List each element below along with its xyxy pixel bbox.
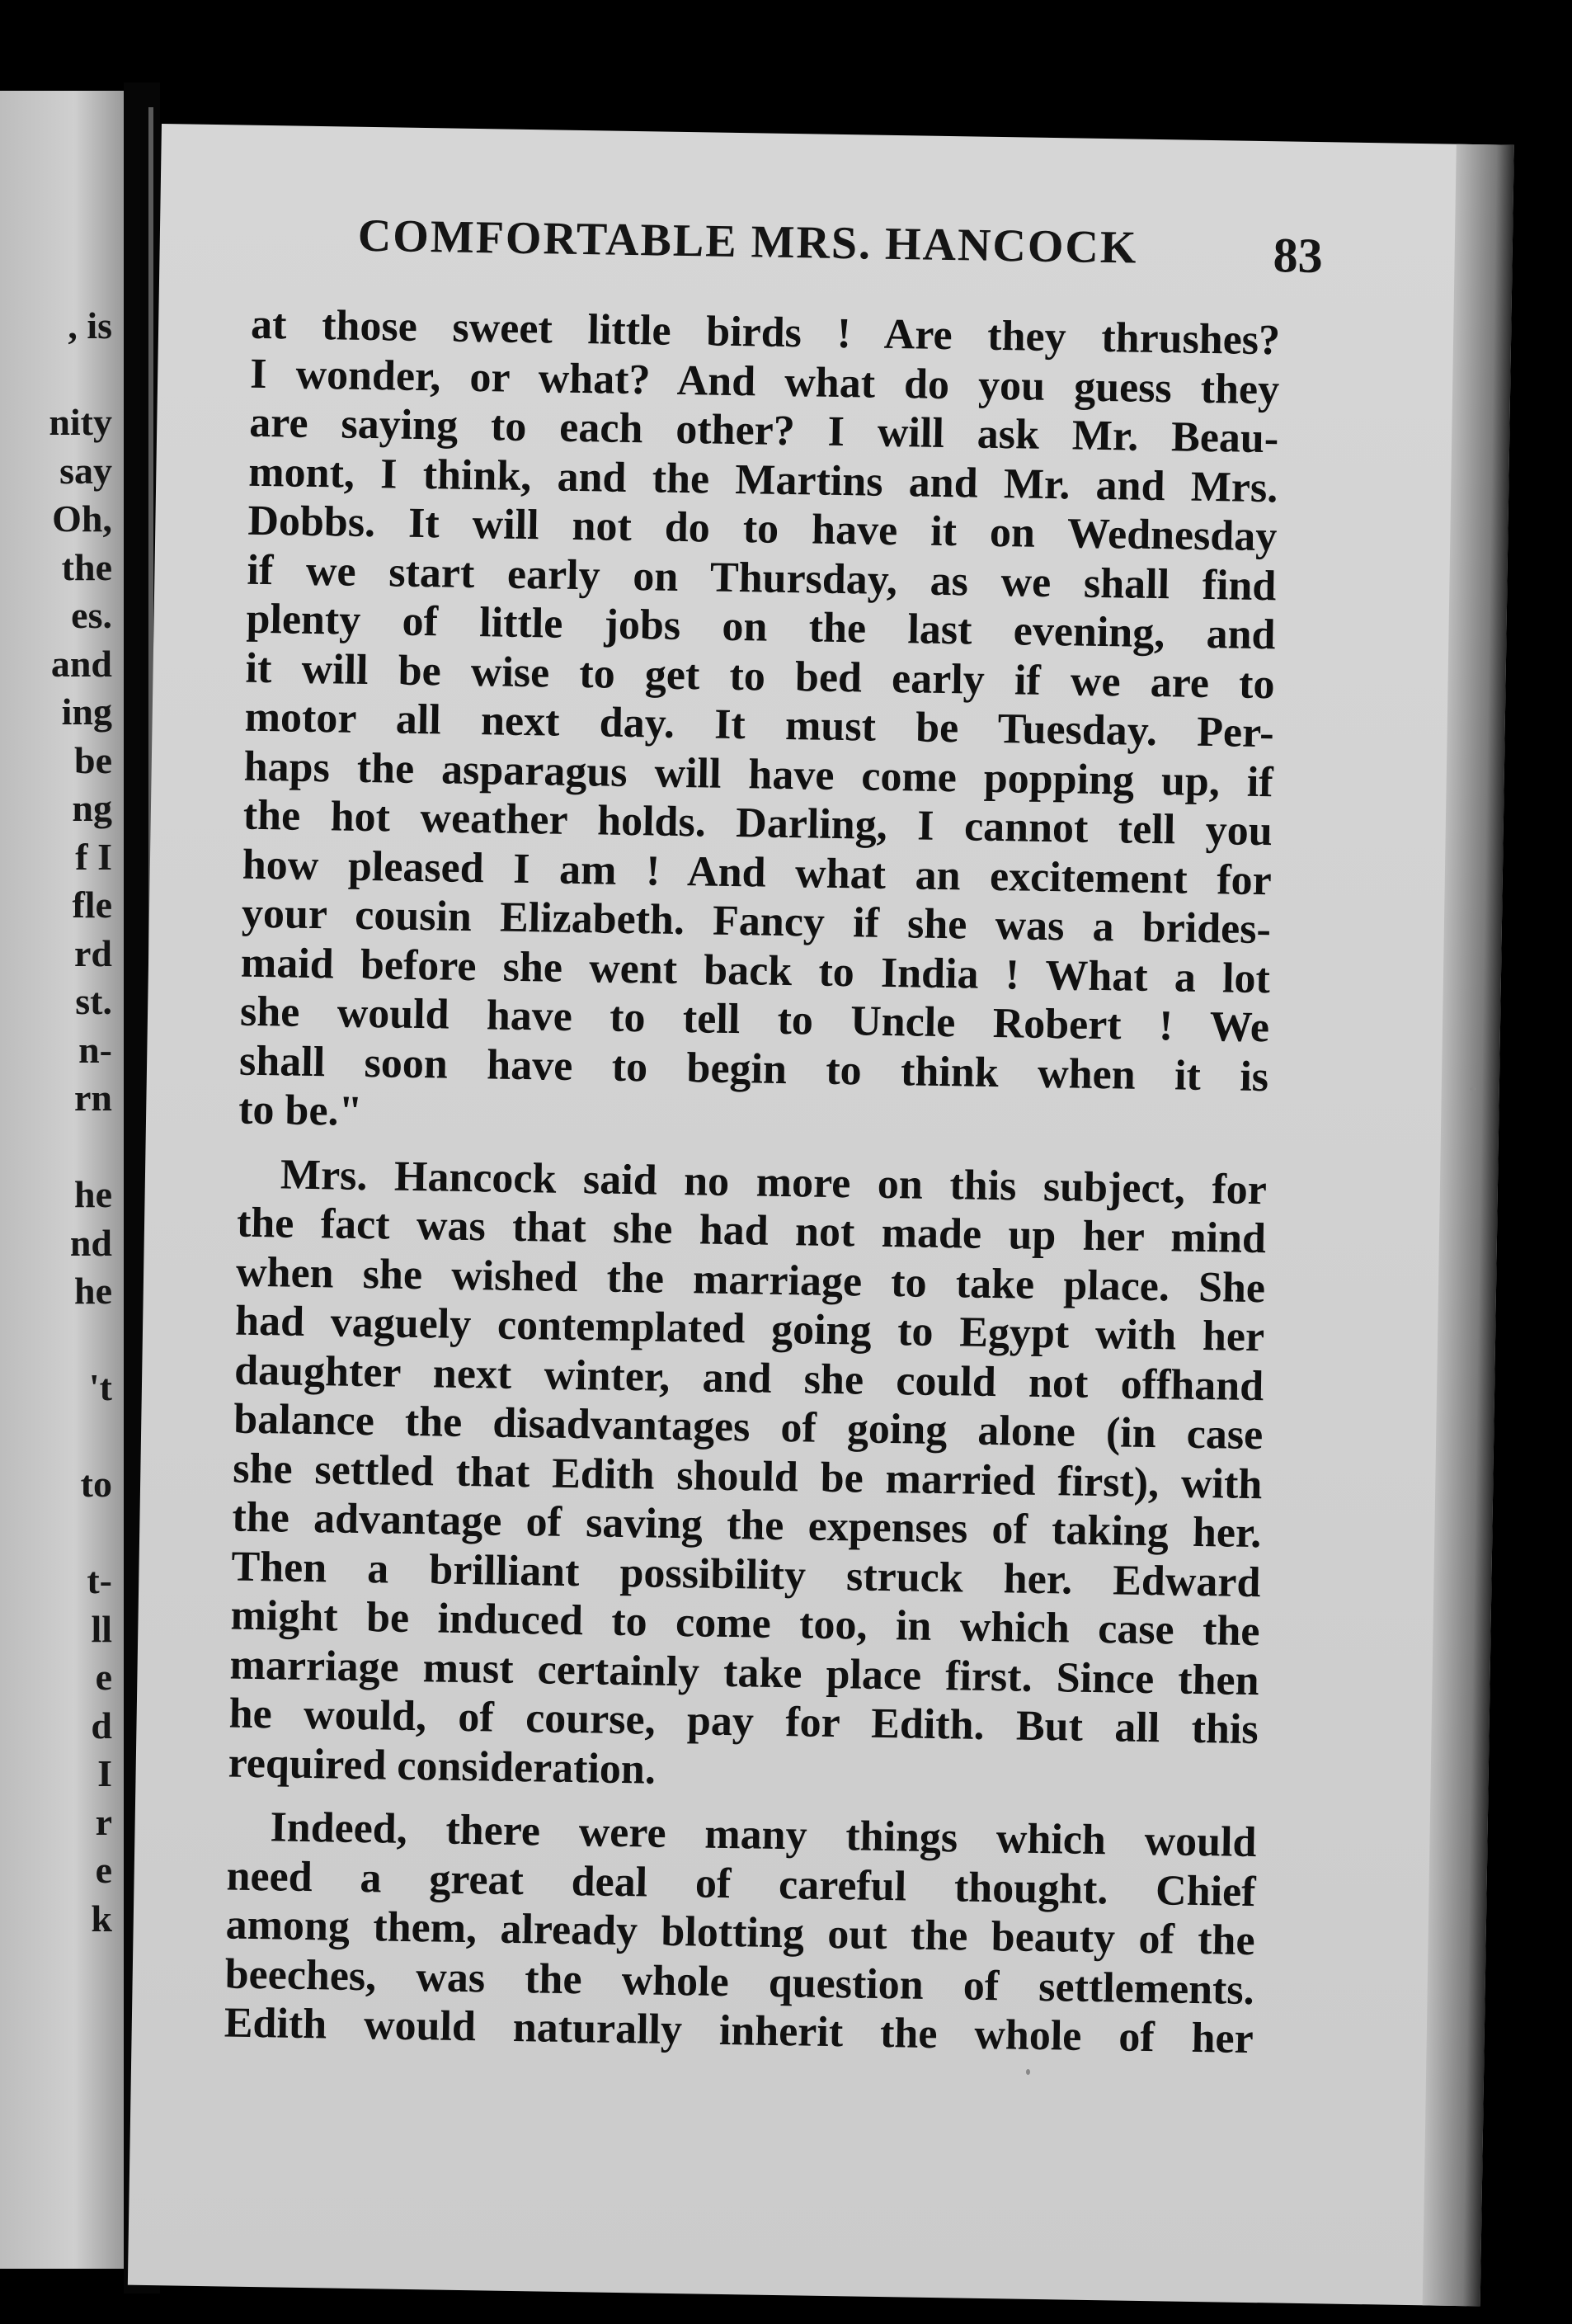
text-line: Indeed, there were many things which would (270, 1803, 1257, 1867)
text-line: the advantage of saving the expenses of taking her. (232, 1493, 1262, 1558)
left-page-fragment: to (80, 1463, 112, 1505)
left-page-fragment: e (95, 1656, 112, 1698)
previous-page-edge (0, 91, 124, 2269)
text-line: need a great deal of careful thought. Chief (226, 1852, 1256, 1916)
left-page-fragment: say (59, 449, 112, 492)
left-page-fragment: and (50, 642, 112, 685)
text-line: it will be wise to get to bed early if we are to (245, 644, 1275, 708)
text-line: if we start early on Thursday, as we shall find (247, 546, 1277, 610)
left-page-fragment: Oh, (52, 497, 112, 540)
text-line: how pleased I am ! And what an excitement for (242, 841, 1273, 904)
left-page-fragment: rn (74, 1077, 112, 1119)
text-line: haps the asparagus will have come popping up, if (243, 742, 1274, 806)
text-line: mont, I think, and the Martins and Mr. and Mrs. (247, 448, 1278, 511)
text-line: might be induced to come too, in which case the (230, 1591, 1260, 1656)
left-page-fragment: d (91, 1704, 112, 1747)
dust-speck (1470, 1087, 1476, 1091)
paragraph (224, 1803, 1257, 2064)
text-line: she would have to tell to Uncle Robert ! We (239, 988, 1270, 1052)
text-line: plenty of little jobs on the last evening, and (246, 595, 1276, 659)
text-line: beeches, was the whole question of settlements. (224, 1949, 1255, 2014)
text-line: to be." (238, 1086, 363, 1135)
left-page-fragment: the (61, 545, 112, 588)
left-page-fragment: rd (74, 931, 112, 974)
paragraph (228, 1149, 1267, 1803)
page-edge-shadow (1423, 144, 1514, 2307)
page-header (357, 210, 1447, 284)
left-page-fragment: he (74, 1270, 112, 1312)
dust-speck (1026, 2069, 1030, 2075)
left-page-fragment: 't (88, 1366, 112, 1408)
left-page-fragment: k (91, 1897, 112, 1940)
left-page-fragment: es. (71, 594, 112, 636)
left-page-fragment: st. (75, 980, 112, 1022)
left-page-fragment: ng (72, 787, 112, 829)
text-line: she settled that Edith should be married first), with (232, 1445, 1263, 1508)
body-text (224, 300, 1280, 2064)
text-line: daughter next winter, and she could not offhand (233, 1346, 1264, 1410)
text-line: at those sweet little birds ! Are they thrushes? (250, 300, 1281, 365)
text-line: when she wished the marriage to take place. She (235, 1248, 1266, 1312)
left-page-fragment: be (74, 738, 112, 781)
text-line: he would, of course, pay for Edith. But all this (228, 1690, 1259, 1754)
text-line: the fact was that she had not made up her mind (236, 1199, 1267, 1263)
left-page-fragment: nd (69, 1221, 112, 1264)
left-page-fragment: , is (68, 304, 112, 346)
paragraph (238, 300, 1281, 1151)
left-page-fragment: nity (49, 401, 112, 443)
page-number: 83 (1273, 228, 1324, 284)
text-line: your cousin Elizabeth. Fancy if she was a brides- (241, 889, 1272, 954)
left-page-fragment: r (95, 1800, 112, 1843)
left-page-fragment: fle (72, 884, 112, 926)
text-line: marriage must certainly take place first. Since then (229, 1641, 1259, 1704)
text-line: balance the disadvantages of going alone (in case (233, 1395, 1264, 1459)
text-line: motor all next day. It must be Tuesday. Per- (244, 693, 1275, 757)
left-page-fragment: ll (91, 1607, 112, 1650)
left-page-fragment: n- (78, 1028, 112, 1071)
text-line: required consideration. (228, 1739, 657, 1794)
text-line: had vaguely contemplated going to Egypt with her (234, 1297, 1265, 1361)
text-line: Dobbs. It will not do to have it on Wednesday (247, 497, 1278, 561)
text-line: among them, already blotting out the beauty of the (225, 1901, 1256, 1965)
book-page (128, 124, 1514, 2306)
text-line: maid before she went back to India ! What a lot (240, 939, 1271, 1002)
text-line: are saying to each other? I will ask Mr. Beau- (248, 398, 1279, 463)
text-line: shall soon have to begin to think when it is (238, 1037, 1269, 1101)
left-page-fragment: f I (75, 835, 112, 878)
text-line: the hot weather holds. Darling, I cannot tell you (242, 791, 1273, 856)
left-page-fragment: ing (61, 691, 112, 733)
running-head: COMFORTABLE MRS. HANCOCK (357, 210, 1138, 274)
left-page-fragment: he (74, 1173, 112, 1215)
text-line: Edith would naturally inherit the whole of her (224, 1999, 1254, 2063)
left-page-fragment: t- (87, 1559, 112, 1601)
text-line: Then a brilliant possibility struck her. Edward (231, 1543, 1261, 1606)
left-page-fragment: I (97, 1752, 112, 1794)
text-line: I wonder, or what? And what do you guess they (249, 350, 1280, 413)
text-line: Mrs. Hancock said no more on this subject, for (280, 1150, 1268, 1214)
left-page-fragment: e (95, 1849, 112, 1891)
